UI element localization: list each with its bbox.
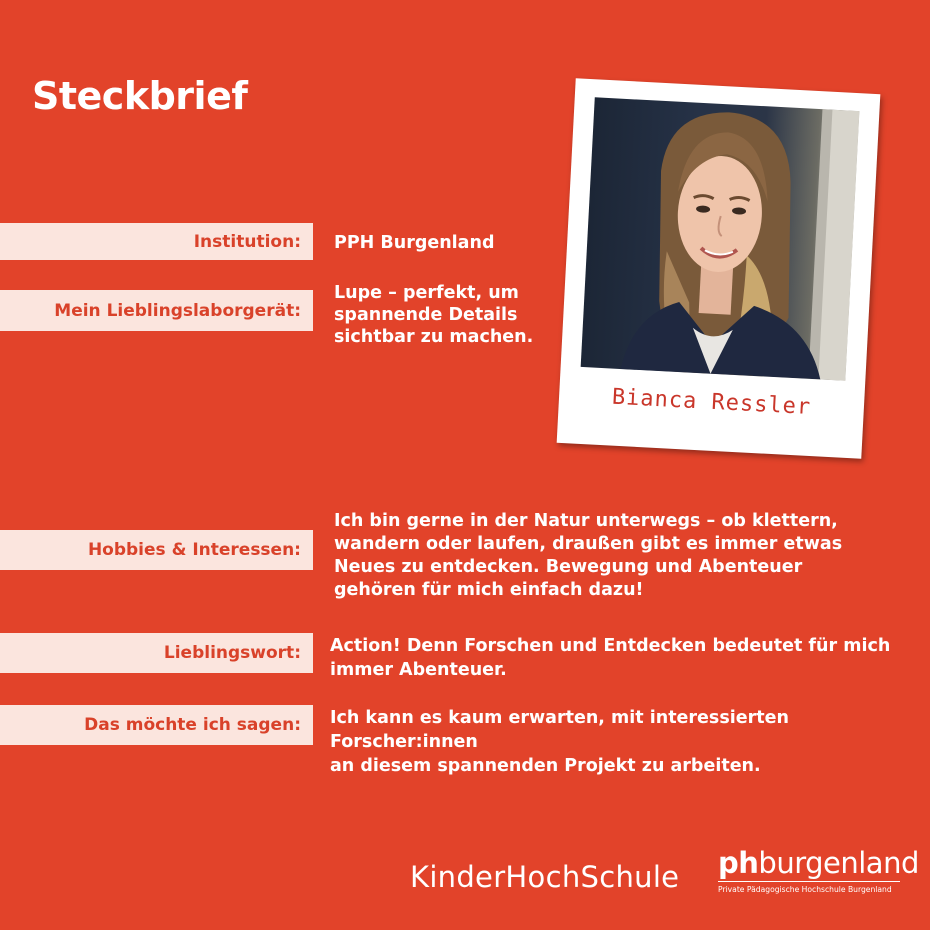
value-message bbox=[330, 706, 930, 778]
label-favorite-word bbox=[0, 633, 313, 673]
label-institution bbox=[0, 223, 313, 260]
value-institution: PPH Burgenland bbox=[334, 233, 495, 253]
value-hobbies bbox=[334, 510, 842, 602]
profile-photo bbox=[581, 97, 860, 380]
value-line: Action! Denn Forschen und Entdecken bedeutet für mich bbox=[330, 636, 891, 656]
value-line: Ich kann es kaum erwarten, mit interessierten Forscher:innen bbox=[330, 708, 789, 752]
logo-divider bbox=[718, 881, 900, 882]
label-favorite-lab-device-text: Mein Lieblingslaborgerät: bbox=[54, 300, 301, 321]
label-favorite-word-text: Lieblingswort: bbox=[163, 643, 301, 663]
value-favorite-word bbox=[330, 634, 890, 682]
polaroid-caption: Bianca Ressler bbox=[611, 384, 812, 421]
label-message bbox=[0, 705, 313, 745]
logo-ph: ph bbox=[718, 846, 759, 880]
value-line: gehören für mich einfach dazu! bbox=[334, 580, 644, 600]
logo-subtitle: Private Pädagogische Hochschule Burgenland bbox=[718, 885, 892, 894]
value-line: Lupe – perfekt, um bbox=[334, 283, 519, 303]
value-line: immer Abenteuer. bbox=[330, 660, 507, 680]
phburgenland-logo-text bbox=[718, 846, 919, 880]
label-favorite-lab-device bbox=[0, 290, 313, 331]
value-line: spannende Details bbox=[334, 305, 518, 325]
polaroid-card bbox=[557, 78, 881, 458]
phburgenland-logo bbox=[718, 846, 919, 894]
label-hobbies-text: Hobbies & Interessen: bbox=[87, 540, 301, 560]
kinderhochschule-logo: KinderHochSchule bbox=[410, 860, 680, 894]
label-message-text: Das möchte ich sagen: bbox=[84, 715, 301, 735]
value-line: an diesem spannenden Projekt zu arbeiten. bbox=[330, 756, 761, 776]
value-favorite-lab-device bbox=[334, 282, 533, 348]
value-line: Ich bin gerne in der Natur unterwegs – ob klettern, bbox=[334, 511, 838, 531]
label-institution-text: Institution: bbox=[193, 231, 301, 252]
value-line: Neues zu entdecken. Bewegung und Abenteuer bbox=[334, 557, 803, 577]
value-line: sichtbar zu machen. bbox=[334, 327, 534, 347]
page-title: Steckbrief bbox=[32, 74, 248, 118]
value-line: wandern oder laufen, draußen gibt es immer etwas bbox=[334, 534, 843, 554]
logo-burgenland: burgenland bbox=[758, 846, 919, 880]
label-hobbies bbox=[0, 530, 313, 570]
